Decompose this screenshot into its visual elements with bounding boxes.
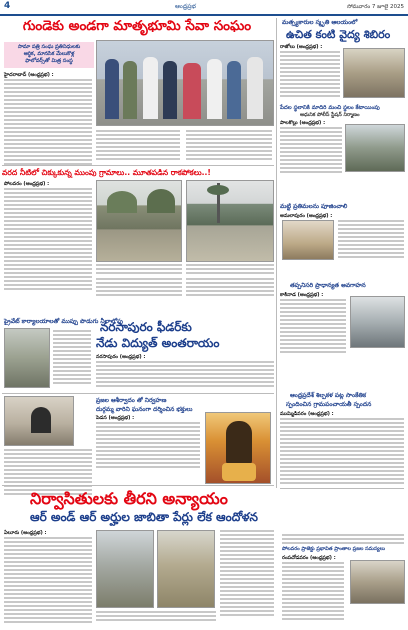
- story-3-byline: నరసాపురం (ఆంధ్రప్రభ) :: [96, 354, 146, 360]
- story-2-photo-right: [186, 180, 274, 262]
- story-3-headline-line1: నరసాపురం ఫీడర్‌కు: [100, 320, 192, 334]
- story-4-byline: పెడన (ఆంధ్రప్రభ) :: [96, 415, 135, 421]
- right-1-kicker: మత్స్యకారుల స్మృతి ఆలయంలో: [282, 19, 358, 26]
- story-1-subhead-box: [4, 42, 94, 68]
- story-4-photo: [4, 396, 74, 446]
- right-3-byline: అమలాపురం (ఆంధ్రప్రభ) :: [280, 213, 333, 219]
- divider: [280, 488, 404, 489]
- right-6-body: [282, 562, 344, 622]
- story-1-subhead-line2: ఆర్థిక, మానసిక మేలుకొళ్ల: [23, 51, 75, 57]
- story-5-body-2: [220, 530, 274, 618]
- right-4-photo: [350, 296, 405, 348]
- story-2-headline: వరద నీటిలో చిక్కుకున్న ముంపు గ్రామాలు.. మూతపడిన రాకపోకలు..!: [2, 168, 211, 177]
- story-2-body: [4, 188, 92, 292]
- right-1-headline: ఉచిత కంటి వైద్య శిబిరం: [286, 28, 391, 41]
- right-1-photo: [343, 48, 405, 98]
- right-2-byline: పాలకొల్లు (ఆంధ్రప్రభ) :: [280, 120, 326, 126]
- story-3-headline-line2: నేడు విద్యుత్ అంతరాయం: [96, 336, 220, 350]
- story-2-caption-right: [186, 264, 274, 276]
- story-1-photo: [96, 40, 274, 126]
- right-4-headline: తప్పనిసరి ప్రాధాన్యత అవగాహన: [290, 282, 366, 289]
- right-2-kicker: ఆధునిక పోలీస్ స్టేషన్ నిర్మాణం: [300, 112, 360, 118]
- right-6-byline: రంపచోడవరం (ఆంధ్రప్రభ) :: [282, 555, 336, 561]
- story-5-caption: [96, 611, 216, 623]
- right-1-byline: రాజోలు (ఆంధ్రప్రభ) :: [280, 44, 323, 50]
- right-5-body: [280, 418, 404, 486]
- date-line: సోమవారం 7 జూలై 2025: [347, 4, 404, 10]
- story-4-subhead: దుర్గమ్మ వారిని ఘనంగా దర్శించిన భక్తులు: [96, 406, 193, 413]
- right-4-byline: కాకినాడ (ఆంధ్రప్రభ) :: [280, 292, 324, 298]
- story-1-headline: గుండెకు అండగా మాతృభూమి సేవా సంఘం: [22, 18, 252, 34]
- story-2-subhead: ప్రైవేట్ కార్యాలయాలతో ముప్పు పొడుగు నీలాలోపు: [4, 318, 124, 325]
- story-2-caption-left: [96, 264, 182, 276]
- right-5-headline-line1: ఆంధ్రప్రదేశ్ శిల్పకళ పట్ల సాంకేతిక: [290, 392, 367, 399]
- story-5-photo-2: [157, 530, 215, 608]
- right-1-body: [280, 51, 340, 99]
- story-2-photo-left: [96, 180, 182, 262]
- story-2-body-4: [53, 330, 91, 386]
- story-1-body-2: [96, 130, 180, 162]
- right-6-body-top: [282, 534, 404, 546]
- story-5-headline: నిర్వాసితులకు తీరని అన్యాయం: [30, 489, 228, 508]
- right-3-photo: [282, 220, 334, 260]
- right-3-headline: మట్టి ప్రతిమలను పూజించాలి: [280, 203, 348, 210]
- divider: [2, 393, 274, 394]
- right-2-photo: [345, 124, 405, 172]
- story-1-subhead-line3: ఫాలోవర్స్‌తో మిత్ర సంస్థ: [25, 58, 73, 64]
- divider: [2, 165, 274, 166]
- story-1-byline: హైదరాబాద్ (ఆంధ్రప్రభ) :: [4, 72, 54, 78]
- story-5-subhead: ఆర్ అండ్ ఆర్ అర్హుల జాబితా పేర్లు లేక ఆందోళన: [30, 510, 258, 524]
- story-2-body-2: [96, 278, 182, 298]
- story-2-byline: పోలవరం (ఆంధ్రప్రభ) :: [4, 181, 50, 187]
- right-5-headline-line2: స్పందించిన గ్రామపంచాయతీ స్పందన: [286, 401, 372, 408]
- story-2-photo-2: [4, 328, 50, 388]
- paper-name: ఆంధ్రప్రభ: [175, 3, 196, 10]
- page-header: [0, 0, 408, 16]
- right-6-photo: [350, 560, 405, 604]
- page-number: 4: [4, 1, 11, 11]
- story-1-body-3: [186, 130, 272, 162]
- story-2-body-3: [186, 278, 274, 298]
- right-2-headline: పేదల స్థలానికి మాదిరి మంచి స్థలం కేటాయింపు: [280, 105, 380, 111]
- story-1-subhead-line1: సామా పత్రి సంఘ ప్రతినిధులకు: [17, 44, 81, 50]
- story-5-byline: ఏలూరు (ఆంధ్రప్రభ) :: [4, 530, 47, 536]
- right-3-body: [338, 220, 404, 260]
- story-4-photo-deity: [205, 412, 271, 484]
- right-5-byline: ముమ్మిడివరం (ఆంధ్రప్రభ) :: [280, 411, 334, 417]
- story-4-headline: ప్రజల ఆశీర్వాదం తో నిర్వహణ: [96, 397, 167, 404]
- divider: [2, 485, 274, 486]
- story-5-body: [4, 537, 92, 625]
- story-5-photo-1: [96, 530, 154, 608]
- right-6-headline: పోలవరం ప్రాజెక్టు ప్రభావిత ప్రాంతాల ప్రజల సమస్యలు: [282, 546, 385, 552]
- story-4-body-2: [96, 422, 200, 470]
- story-1-body: [4, 79, 92, 167]
- story-3-body: [96, 361, 274, 389]
- right-2-body: [280, 127, 342, 175]
- column-separator: [276, 18, 277, 488]
- right-4-body: [280, 299, 346, 355]
